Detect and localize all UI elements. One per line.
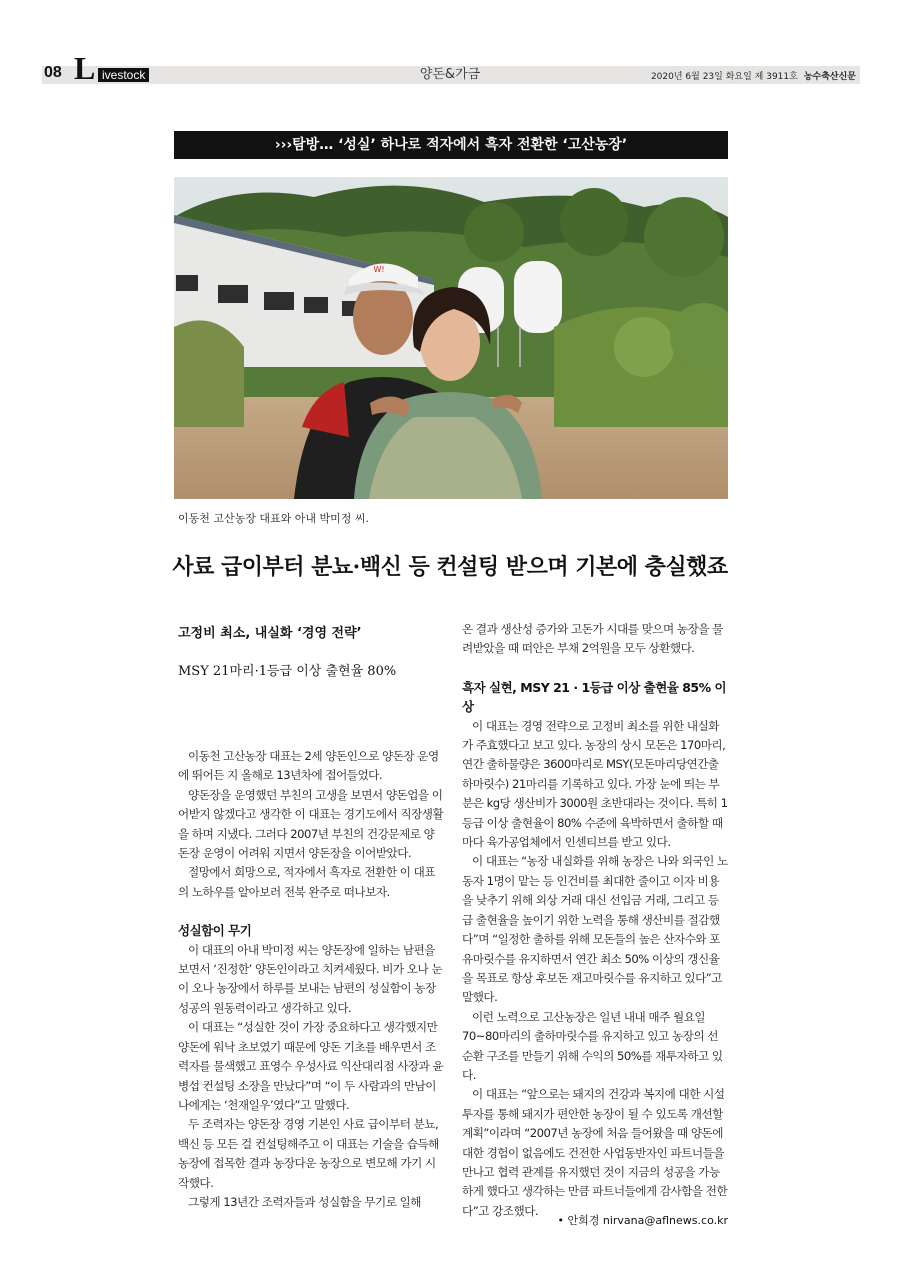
paragraph: 이런 노력으로 고산농장은 일년 내내 매주 월요일 70~80마리의 출하마릿수를 유지하고 있고 농장의 선순환 구조를 만들기 위해 수익의 50%를 재투자하고 있다. <box>462 1009 723 1082</box>
subhead-1: 고정비 최소, 내실화 ‘경영 전략’ <box>178 626 362 641</box>
issue-date: 2020년 6월 23일 화요일 <box>650 72 752 82</box>
feature-banner: ›››탐방… ‘성실’ 하나로 적자에서 흑자 전환한 ‘고산농장’ <box>174 131 728 159</box>
paragraph: 이 대표는 “성실한 것이 가장 중요하다고 생각했지만 양돈에 워낙 초보였기 때문에 양돈 기초를 배우면서 조력자를 물색했고 표영수 우성사료 익산대리점 사장과 윤병섭 컨설팅 소장을 만났다”며 “이 두 사람과의 만남이 나에게는 ‘천재일우’였다”고 말했다. <box>178 1020 444 1112</box>
section-heading: 성실함이 무기 <box>178 923 252 939</box>
photo-caption: 이동천 고산농장 대표와 아내 박미정 씨. <box>178 512 369 525</box>
section-heading: 흑자 실현, MSY 21 · 1등급 이상 출현율 85% 이상 <box>462 679 727 715</box>
paragraph: 이동천 고산농장 대표는 2세 양돈인으로 양돈장 운영에 뛰어든 지 올해로 13년차에 접어들었다. <box>178 749 439 783</box>
paragraph: 이 대표는 “농장 내실화를 위해 농장은 나와 외국인 노동자 1명이 맡는 등 인건비를 최대한 줄이고 이자 비용을 낮추기 위해 외상 거래 대신 선입금 거래, 그리고 등급 출현율을 높이기 위한 노력을 통해 생산비를 절감했다”며 “일정한 출하를 위해 모돈들의 높은 산자수와 포유마릿수를 유지하면서 연간 최소 50% 이상의 갱신율을 목표로 항상 후보돈 재고마릿수를 유지하고 있다”고 말했다. <box>462 854 728 1005</box>
paragraph: 양돈장을 운영했던 부친의 고생을 보면서 양돈업을 이어받지 않겠다고 생각한 이 대표는 경기도에서 직장생활을 하며 지냈다. 그러다 2007년 부친의 건강문제로 양돈장 운영이 어려워 지면서 양돈장을 이어받았다. <box>178 787 444 861</box>
cap-logo-text: W! <box>373 265 385 274</box>
paragraph: 두 조력자는 양돈장 경영 기본인 사료 급이부터 분뇨, 백신 등 모든 걸 컨설팅해주고 이 대표는 기술을 습득해 농장에 접목한 결과 농장다운 농장으로 변모해 가기 시작했다. <box>178 1117 439 1190</box>
logo-initial: L <box>74 50 96 86</box>
paragraph: 이 대표는 경영 전략으로 고정비 최소를 위한 내실화가 주효했다고 보고 있다. 농장의 상시 모돈은 170마리, 연간 출하물량은 3600마리로 MSY(모돈마리당연간출하마릿수) 21마리를 기록하고 있다. 가장 눈에 띄는 부분은 kg당 생산비가 3000원 초반대라는 것이다. 특히 1등급 이상 출현율이 80% 수준에 육박하면서 출하할 때마다 육가공업체에서 인센티브를 받고 있다. <box>462 718 728 850</box>
paragraph: 온 결과 생산성 증가와 고돈가 시대를 맞으며 농장을 물려받았을 때 떠안은 부채 2억원을 모두 상환했다. <box>462 622 723 656</box>
paper-name: 농수축산신문 <box>803 72 856 82</box>
section-title: 양돈&가금 <box>419 67 481 82</box>
subhead-2: MSY 21마리·1등급 이상 출현율 80% <box>178 664 397 679</box>
logo-rest: ivestock <box>98 68 149 82</box>
dateline <box>651 69 856 82</box>
issue-number: 제 3911호 <box>754 72 798 82</box>
paragraph: 이 대표의 아내 박미정 씨는 양돈장에 일하는 남편을 보면서 ‘진정한’ 양돈인이라고 치켜세웠다. 비가 오나 눈이 오나 농장에서 하루를 보내는 남편의 성실함이 농장 성공의 원동력이라고 생각하고 있다. <box>178 942 443 1015</box>
byline: • 안희경 nirvana@aflnews.co.kr <box>557 1214 728 1227</box>
headline: 사료 급이부터 분뇨·백신 등 컨설팅 받으며 기본에 충실했죠 <box>172 554 728 580</box>
paragraph: 이 대표는 “앞으로는 돼지의 건강과 복지에 대한 시설 투자를 통해 돼지가 편안한 농장이 될 수 있도록 개선할 계획”이라며 “2007년 농장에 처음 들어왔을 때 양돈에 대한 경험이 없음에도 건전한 사업동반자인 파트너들을 만나고 협력 관계를 유지했던 것이 지금의 성공을 가능하게 했다고 생각하는 만큼 파트너들에게 감사함을 전한다”고 강조했다. <box>462 1087 728 1218</box>
page-number: 08 <box>44 64 62 81</box>
article-right-column <box>462 620 728 1221</box>
photo-illustration <box>174 177 728 499</box>
article-left-column <box>178 747 444 1212</box>
paragraph: 그렇게 13년간 조력자들과 성실함을 무기로 일해 <box>188 1194 421 1209</box>
paragraph: 절망에서 희망으로, 적자에서 흑자로 전환한 이 대표의 노하우를 알아보러 전북 완주로 떠나보자. <box>178 865 435 899</box>
feature-photo <box>174 177 728 499</box>
